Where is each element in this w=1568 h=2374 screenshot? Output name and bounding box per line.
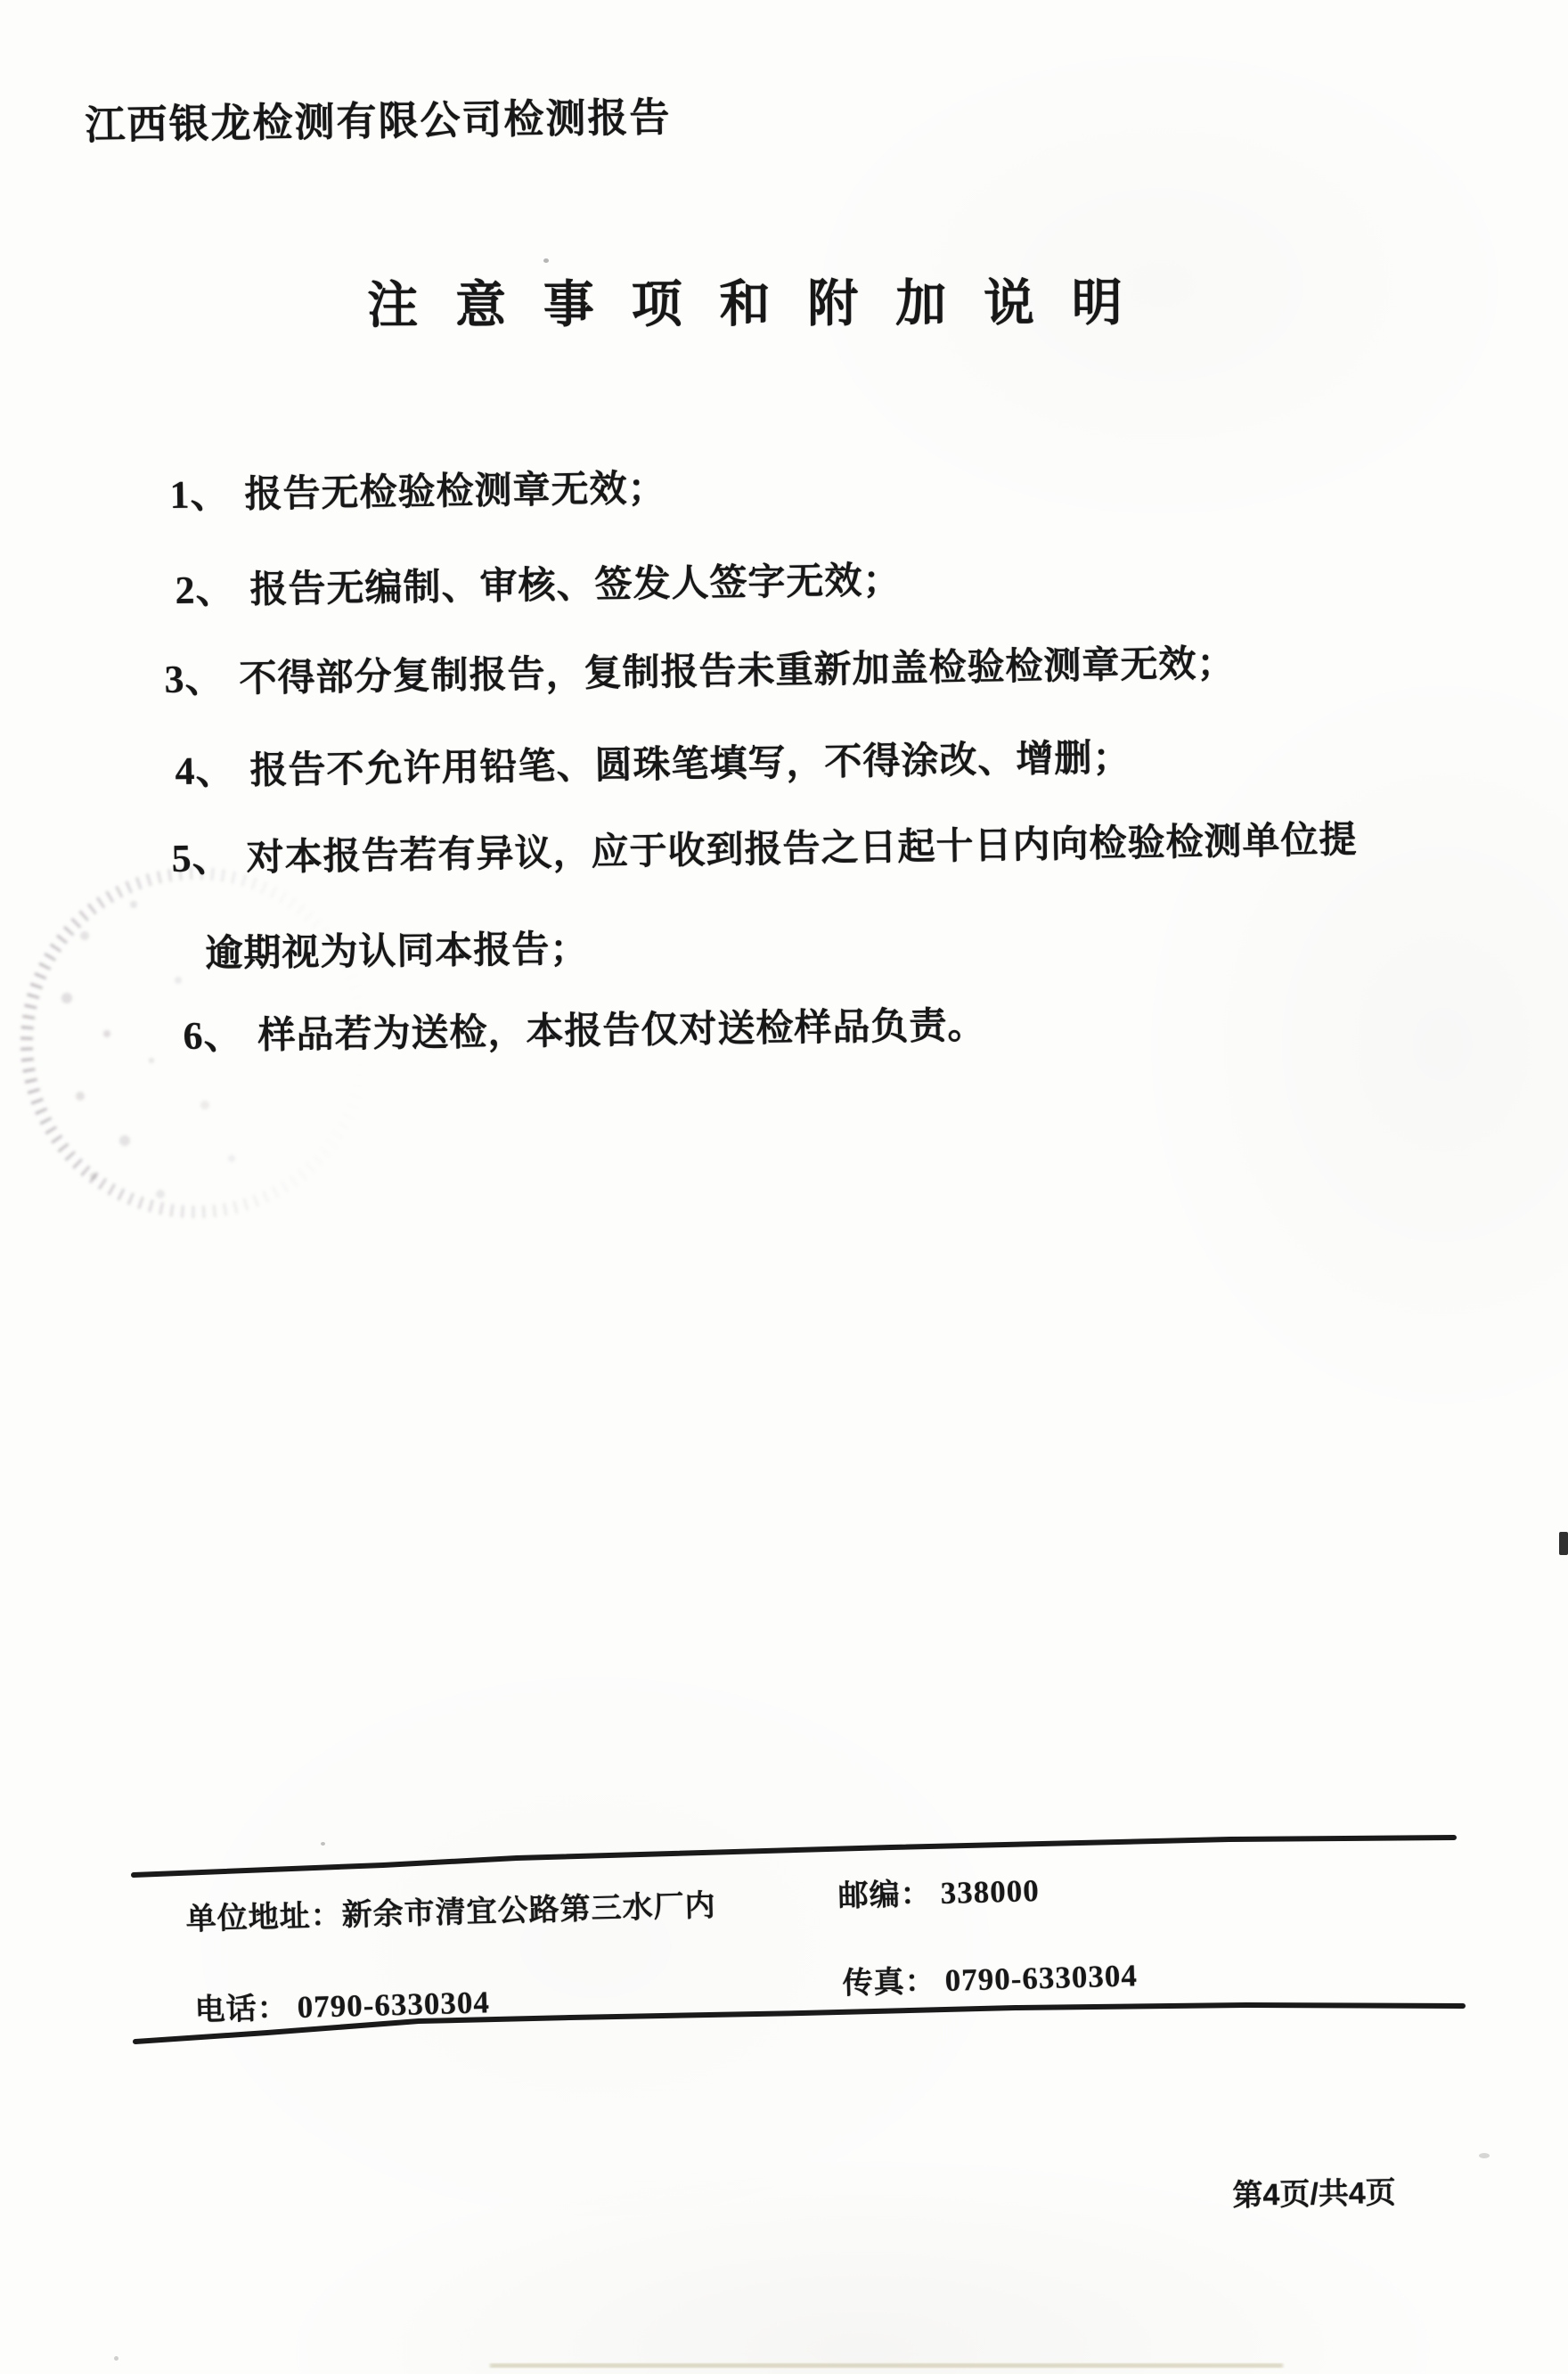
- fax-label: 传真：: [842, 1964, 937, 2001]
- note-text: 不得部分复制报告，复制报告未重新加盖检验检测章无效；: [239, 642, 1236, 700]
- phone-label: 电话：: [194, 1991, 290, 2027]
- note-number: 2、: [175, 567, 236, 612]
- note-item-6: [183, 992, 986, 1060]
- page-number: 第4页/共4页: [1232, 2175, 1397, 2213]
- note-text: 对本报告若有异议，应于收到报告之日起十日内向检验检测单位提: [246, 817, 1358, 879]
- note-item-5: [171, 806, 1358, 883]
- note-text: 报告无编制、审核、签发人签字无效；: [249, 558, 902, 610]
- note-number: 5、: [171, 835, 233, 880]
- note-number: 6、: [183, 1013, 244, 1058]
- footer-address: [185, 1880, 716, 1938]
- note-item-4: [175, 724, 1131, 796]
- note-number: 1、: [169, 471, 231, 517]
- footer-top-rule: [134, 1838, 1454, 1875]
- footer-fax: [842, 1951, 1138, 2002]
- noise-speck: [543, 258, 549, 263]
- note-text: 样品若为送检，本报告仅对送检样品负责。: [257, 1003, 986, 1056]
- noise-speck: [114, 2356, 118, 2361]
- postcode-value: 338000: [940, 1873, 1041, 1911]
- footer-postcode: [837, 1866, 1040, 1915]
- scanner-bottom-strip: [490, 2363, 1283, 2368]
- fax-value: 0790-6330304: [944, 1958, 1139, 1998]
- noise-speck: [1479, 2153, 1490, 2158]
- note-item-5-continued: [205, 920, 589, 978]
- address-label: 单位地址：: [185, 1898, 343, 1936]
- note-item-1: [169, 455, 666, 520]
- page-title: 注 意 事 项 和 附 加 说 明: [367, 274, 1134, 334]
- note-number: 4、: [175, 748, 236, 793]
- note-number: 3、: [164, 656, 225, 701]
- note-text: 逾期视为认同本报告；: [205, 927, 589, 974]
- note-item-3: [164, 630, 1236, 704]
- note-text: 报告无检验检测章无效；: [244, 466, 666, 515]
- footer-phone: [194, 1977, 490, 2029]
- note-text: 报告不允许用铅笔、圆珠笔填写，不得涂改、增删；: [249, 736, 1131, 791]
- address-value: 新余市清宜公路第三水厂内: [341, 1888, 717, 1933]
- phone-value: 0790-6330304: [297, 1985, 491, 2025]
- postcode-label: 邮编：: [837, 1877, 933, 1913]
- scanner-edge-mark: [1559, 1532, 1568, 1555]
- noise-speck: [321, 1842, 325, 1846]
- note-item-2: [175, 547, 902, 615]
- report-header: 江西银龙检测有限公司检测报告: [85, 94, 672, 148]
